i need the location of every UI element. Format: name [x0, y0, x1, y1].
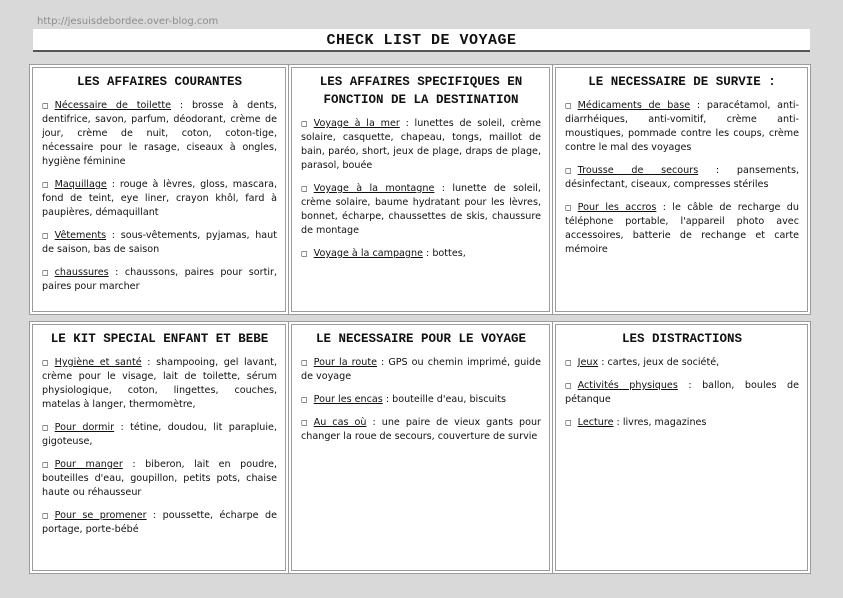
checklist-item	[301, 416, 541, 444]
item-list	[42, 99, 277, 294]
item-details: : shampooing, gel lavant, crème pour le visage, lait de toilette, sérum physiologique, coton, lingettes, couches, matelas à langer, thermomètre,	[42, 357, 277, 410]
checklist-item	[301, 393, 541, 407]
item-category: Maquillage	[54, 179, 107, 190]
checklist-item	[42, 229, 277, 257]
title-bar	[33, 29, 810, 52]
checklist-item	[301, 356, 541, 384]
item-category: Pour manger	[54, 459, 123, 470]
section-necessaire-voyage	[288, 321, 553, 574]
item-details: : une paire de vieux gants pour changer la roue de secours, couverture de survie	[301, 417, 541, 442]
section-title: LE KIT SPECIAL ENFANT ET BEBE	[50, 332, 269, 346]
checklist-item	[42, 509, 277, 537]
section-title: LES AFFAIRES COURANTES	[76, 75, 243, 89]
checklist-item	[565, 164, 799, 192]
item-details: : bouteille d'eau, biscuits	[382, 394, 506, 405]
checklist-item	[42, 178, 277, 220]
checklist-item	[565, 99, 799, 155]
item-category: Voyage à la campagne	[313, 248, 423, 259]
item-category: Jeux	[577, 357, 599, 368]
checklist-item	[42, 356, 277, 412]
item-category: Médicaments de base	[577, 100, 691, 111]
item-category: Pour les accros	[577, 202, 657, 213]
checklist-item	[301, 247, 541, 261]
item-details: : poussette, écharpe de portage, porte-bébé	[42, 510, 277, 535]
checklist-grid	[29, 64, 811, 574]
item-category: Nécessaire de toilette	[54, 100, 172, 111]
checklist-item	[565, 379, 799, 407]
section-necessaire-survie	[552, 64, 811, 315]
checkbox-icon: ◻	[301, 119, 308, 128]
section-title: LE NECESSAIRE POUR LE VOYAGE	[315, 332, 527, 346]
item-category: Hygiène et santé	[54, 357, 142, 368]
section-affaires-specifiques	[288, 64, 553, 315]
item-category: Lecture	[577, 417, 614, 428]
checkbox-icon: ◻	[42, 460, 49, 469]
source-url: http://jesuisdebordee.over-blog.com	[37, 16, 219, 27]
checkbox-icon: ◻	[42, 511, 49, 520]
item-category: Voyage à la montagne	[313, 183, 435, 194]
checkbox-icon: ◻	[42, 358, 49, 367]
item-details: : bottes,	[423, 248, 466, 259]
item-category: Pour se promener	[54, 510, 147, 521]
checkbox-icon: ◻	[565, 203, 572, 212]
item-category: Vêtements	[54, 230, 107, 241]
item-details: : chaussons, paires pour sortir, paires pour marcher	[42, 267, 277, 292]
item-list	[301, 117, 541, 261]
checkbox-icon: ◻	[301, 358, 308, 367]
checkbox-icon: ◻	[301, 184, 308, 193]
item-details: : lunette de soleil, crème solaire, baume hydratant pour les lèvres, bonnet, écharpe, chaussettes de skis, chaussure de montage	[301, 183, 541, 236]
item-details: : ballon, boules de pétanque	[565, 380, 800, 405]
item-category: Voyage à la mer	[313, 118, 400, 129]
page-title: CHECK LIST DE VOYAGE	[326, 32, 517, 49]
item-details: : tétine, doudou, lit parapluie, gigoteuse,	[42, 422, 278, 447]
checkbox-icon: ◻	[42, 101, 49, 110]
item-details: : GPS ou chemin imprimé, guide de voyage	[301, 357, 541, 382]
checkbox-icon: ◻	[42, 423, 49, 432]
checkbox-icon: ◻	[565, 418, 572, 427]
checklist-item	[301, 117, 541, 173]
item-category: Pour la route	[313, 357, 377, 368]
checklist-item	[42, 421, 277, 449]
item-list	[565, 356, 799, 430]
item-details: : biberon, lait en poudre, bouteilles d'eau, goupillon, petits pots, chaise haute ou réhausseur	[42, 459, 277, 498]
item-category: Pour dormir	[54, 422, 115, 433]
section-kit-enfant-bebe	[29, 321, 289, 574]
checkbox-icon: ◻	[565, 381, 572, 390]
checkbox-icon: ◻	[301, 249, 308, 258]
checklist-item	[42, 458, 277, 500]
item-details: : lunettes de soleil, crème solaire, casquette, chapeau, tongs, maillot de bain, paréo, short, jeux de plage, draps de plage, parasol, bouée	[301, 118, 541, 171]
checkbox-icon: ◻	[301, 418, 308, 427]
checkbox-icon: ◻	[301, 395, 308, 404]
item-category: Au cas où	[313, 417, 367, 428]
checklist-item	[301, 182, 541, 238]
item-details: : paracétamol, anti-diarrhéiques, anti-vomitif, crème anti-moustiques, pommade contre les coups, crème contre le mal des voyages	[565, 100, 799, 153]
checkbox-icon: ◻	[565, 166, 572, 175]
checkbox-icon: ◻	[565, 101, 572, 110]
item-category: chaussures	[54, 267, 109, 278]
section-affaires-courantes	[29, 64, 289, 315]
checklist-item	[42, 99, 277, 169]
checklist-item	[565, 416, 799, 430]
item-details: : brosse à dents, dentifrice, savon, parfum, déodorant, crème de jour, crème de nuit, coton, coton-tige, nécessaire pour le rasage, ciseaux à ongles, hygiène féminine	[42, 100, 277, 167]
item-details: : cartes, jeux de société,	[598, 357, 720, 368]
item-details: : rouge à lèvres, gloss, mascara, fond de teint, eye liner, crayon khôl, fard à paupières, démaquillant	[42, 179, 277, 218]
item-list	[42, 356, 277, 537]
checkbox-icon: ◻	[42, 180, 49, 189]
item-details: : pansements, désinfectant, ciseaux, compresses stériles	[565, 165, 799, 190]
section-title: LES DISTRACTIONS	[621, 332, 743, 346]
item-category: Trousse de secours	[577, 165, 699, 176]
item-category: Pour les encas	[313, 394, 383, 405]
section-title: LES AFFAIRES SPECIFIQUES EN FONCTION DE LA DESTINATION	[319, 75, 523, 107]
item-details: : sous-vêtements, pyjamas, haut de saison, bas de saison	[42, 230, 277, 255]
section-distractions	[552, 321, 811, 574]
item-list	[301, 356, 541, 444]
item-details: : livres, magazines	[613, 417, 707, 428]
checklist-item	[565, 201, 799, 257]
item-list	[565, 99, 799, 257]
checkbox-icon: ◻	[42, 231, 49, 240]
item-details: : le câble de recharge du téléphone portable, l'appareil photo avec accessoires, batterie de rechange et carte mémoire	[565, 202, 799, 255]
checkbox-icon: ◻	[565, 358, 572, 367]
section-title: LE NECESSAIRE DE SURVIE :	[588, 75, 776, 89]
checklist-item	[565, 356, 799, 370]
checkbox-icon: ◻	[42, 268, 49, 277]
item-category: Activités physiques	[577, 380, 678, 391]
checklist-item	[42, 266, 277, 294]
